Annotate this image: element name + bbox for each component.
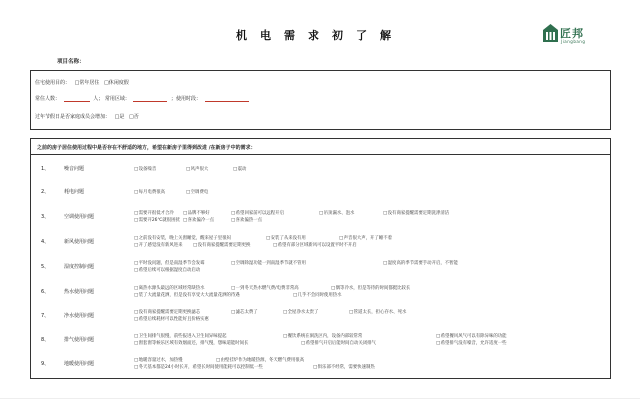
row-number: 3、: [41, 214, 50, 220]
option-checkbox[interactable]: □ 吊顶漏水、泡水: [319, 210, 354, 216]
row-number: 6、: [41, 289, 50, 295]
residents-label: 常住人数：: [35, 96, 61, 102]
option-checkbox[interactable]: □ 震动: [233, 166, 246, 172]
holiday-label: 过年节假日是否家庭成员会增加：: [35, 114, 111, 120]
residents-count-field[interactable]: [64, 97, 90, 102]
option-checkbox[interactable]: □ 希望后续可以根据湿度自动启动: [134, 267, 200, 273]
residents-unit: 人；: [93, 96, 104, 102]
option-checkbox[interactable]: □ 平时没问题，但是南湿季节会发霉: [134, 260, 205, 266]
row-category: 热水使用问题: [64, 289, 95, 295]
project-name-label: 项目名称：: [57, 59, 85, 65]
option-checkbox[interactable]: □ 需要开26℃就很困扰: [134, 217, 180, 223]
option-checkbox[interactable]: □ 品牌不够好: [183, 210, 210, 216]
option-checkbox[interactable]: □ 希望有部分区域新风可以设置平时不开启: [273, 242, 357, 248]
row-number: 5、: [41, 264, 50, 270]
option-checkbox[interactable]: □ 全屋净水太贵了: [283, 309, 318, 315]
option-checkbox[interactable]: □ 开了感觉没有新风进来: [134, 242, 183, 248]
option-checkbox[interactable]: □ 声音很大声，开了睡不着: [339, 235, 392, 241]
option-checkbox[interactable]: □ 希望后续耗材可以性能好且价格实惠: [134, 316, 209, 322]
option-checkbox[interactable]: □ 管道太长，担心存水、死水: [349, 309, 406, 315]
checkbox-yes[interactable]: □ 是: [115, 113, 125, 120]
row-category: 湿度控制问题: [64, 264, 95, 270]
option-checkbox[interactable]: □ 需要开很低才合冷: [134, 210, 174, 216]
needs-survey-box: [30, 138, 611, 379]
option-checkbox[interactable]: □ 喜欢偏冷一点: [183, 217, 214, 223]
option-checkbox[interactable]: □ 湿度高的季节需要手动开启，不智能: [383, 260, 458, 266]
row-category: 噪音问题: [64, 166, 85, 172]
row-number: 4、: [41, 239, 50, 245]
logo-brand: 匠邦: [560, 27, 584, 40]
option-checkbox[interactable]: □ 窗套窗等候乐区域有效烟面还，排气慢，想味道能时间长: [134, 340, 248, 346]
option-checkbox[interactable]: □ 风声很大: [186, 166, 208, 172]
row-category: 地暖使用问题: [64, 361, 95, 367]
residents-question: [35, 95, 251, 102]
row-category: 耗电问题: [64, 189, 85, 195]
house-icon: [543, 24, 558, 42]
checkbox-no[interactable]: □ 否: [129, 113, 139, 120]
option-checkbox[interactable]: □ 空调费电: [186, 189, 208, 195]
option-checkbox[interactable]: □ 几乎不会同时使用热水: [293, 292, 342, 298]
option-checkbox[interactable]: □ 希望回家前可以远程开启: [231, 210, 284, 216]
row-number: 9、: [41, 361, 50, 367]
time-label: ；使用时段：: [171, 96, 202, 102]
row-category: 净水使用问题: [64, 313, 95, 319]
area-field[interactable]: [133, 97, 167, 102]
option-checkbox[interactable]: □ 没有商家提醒需要定期洗涤清洁: [383, 210, 449, 216]
usage-purpose-question: [35, 79, 129, 86]
option-checkbox[interactable]: □ 每月电费很高: [134, 189, 165, 195]
option-checkbox[interactable]: □ 希望排气没有噪音，允许适度一些: [436, 340, 507, 346]
option-checkbox[interactable]: □ 空调除湿功能一到南湿季节就不管用: [231, 260, 306, 266]
option-checkbox[interactable]: □ 设备噪音: [134, 166, 156, 172]
row-number: 8、: [41, 337, 50, 343]
option-checkbox[interactable]: □ 安装了从来没有用: [266, 235, 306, 241]
option-checkbox[interactable]: □ 餐饮系统在洞洗区内，设备内部较常常: [283, 333, 362, 339]
page-bottom-divider: [0, 398, 640, 399]
option-checkbox[interactable]: □ 偶等冷水，但是等待的时间都挺比较长: [331, 285, 410, 291]
row-number: 7、: [41, 313, 50, 319]
option-checkbox[interactable]: □ 希望餐风风气可以有除异味的功能: [436, 333, 507, 339]
option-checkbox[interactable]: □ 希望排气开启后能时间自动关闭排气: [301, 340, 376, 346]
survey-intro: 之前的房子居住使用过程中是否存在不舒适的地方，希望在新房子里得到改进 /在新房子中的需求：: [37, 145, 256, 151]
area-label: 常用区域：: [104, 96, 130, 102]
option-checkbox[interactable]: □ 由壁挂炉作为地暖热源，冬天燃气费用很高: [216, 357, 304, 363]
option-checkbox[interactable]: □ 离热水源头最远的区域经常缺热水: [134, 285, 205, 291]
holiday-question: [35, 113, 139, 120]
row-number: 1、: [41, 166, 50, 172]
page-title: 机电需求初了解: [236, 29, 404, 42]
option-checkbox[interactable]: □ 之前没有安装，晚上关窗睡觉，醒来屋子里很闷: [134, 235, 231, 241]
checkbox-vacation[interactable]: □ 休闲度假: [104, 79, 129, 86]
option-checkbox[interactable]: □ 一到冬天热水燃气费/电费非常高: [231, 285, 299, 291]
basic-info-box: [30, 70, 611, 130]
company-logo: [543, 24, 623, 48]
row-number: 2、: [41, 189, 50, 195]
logo-subtitle: Jiangbang: [561, 39, 586, 44]
checkbox-long-term[interactable]: □ 常年居住: [75, 79, 100, 86]
divider: [31, 154, 610, 155]
option-checkbox[interactable]: □ 没有商家提醒需要定期更换滤芯: [134, 309, 200, 315]
row-category: 排气使用问题: [64, 337, 95, 343]
time-field[interactable]: [205, 97, 249, 102]
option-checkbox[interactable]: □ 俱乐部不经常，需要快速制热: [313, 364, 375, 370]
option-checkbox[interactable]: □ 冬天基本都是24小时长开，希望长时间使用能耗可以控制低一些: [134, 364, 263, 370]
usage-purpose-label: 住宅使用目的：: [35, 80, 71, 86]
option-checkbox[interactable]: □ 卫生间排气很慢，前些报进入卫生间异味提起: [134, 333, 226, 339]
option-checkbox[interactable]: □ 装了大流量花洒，但是没有享受大大流量花洒的待遇: [134, 292, 240, 298]
option-checkbox[interactable]: □ 没有商家提醒需要定期更换: [193, 242, 250, 248]
option-checkbox[interactable]: □ 滤芯太费了: [231, 309, 258, 315]
option-checkbox[interactable]: □ 喜欢偏热一点: [231, 217, 262, 223]
row-category: 新风使用问题: [64, 239, 95, 245]
option-checkbox[interactable]: □ 地暖容量过水，加热慢: [134, 357, 183, 363]
row-category: 空调使用问题: [64, 214, 95, 220]
